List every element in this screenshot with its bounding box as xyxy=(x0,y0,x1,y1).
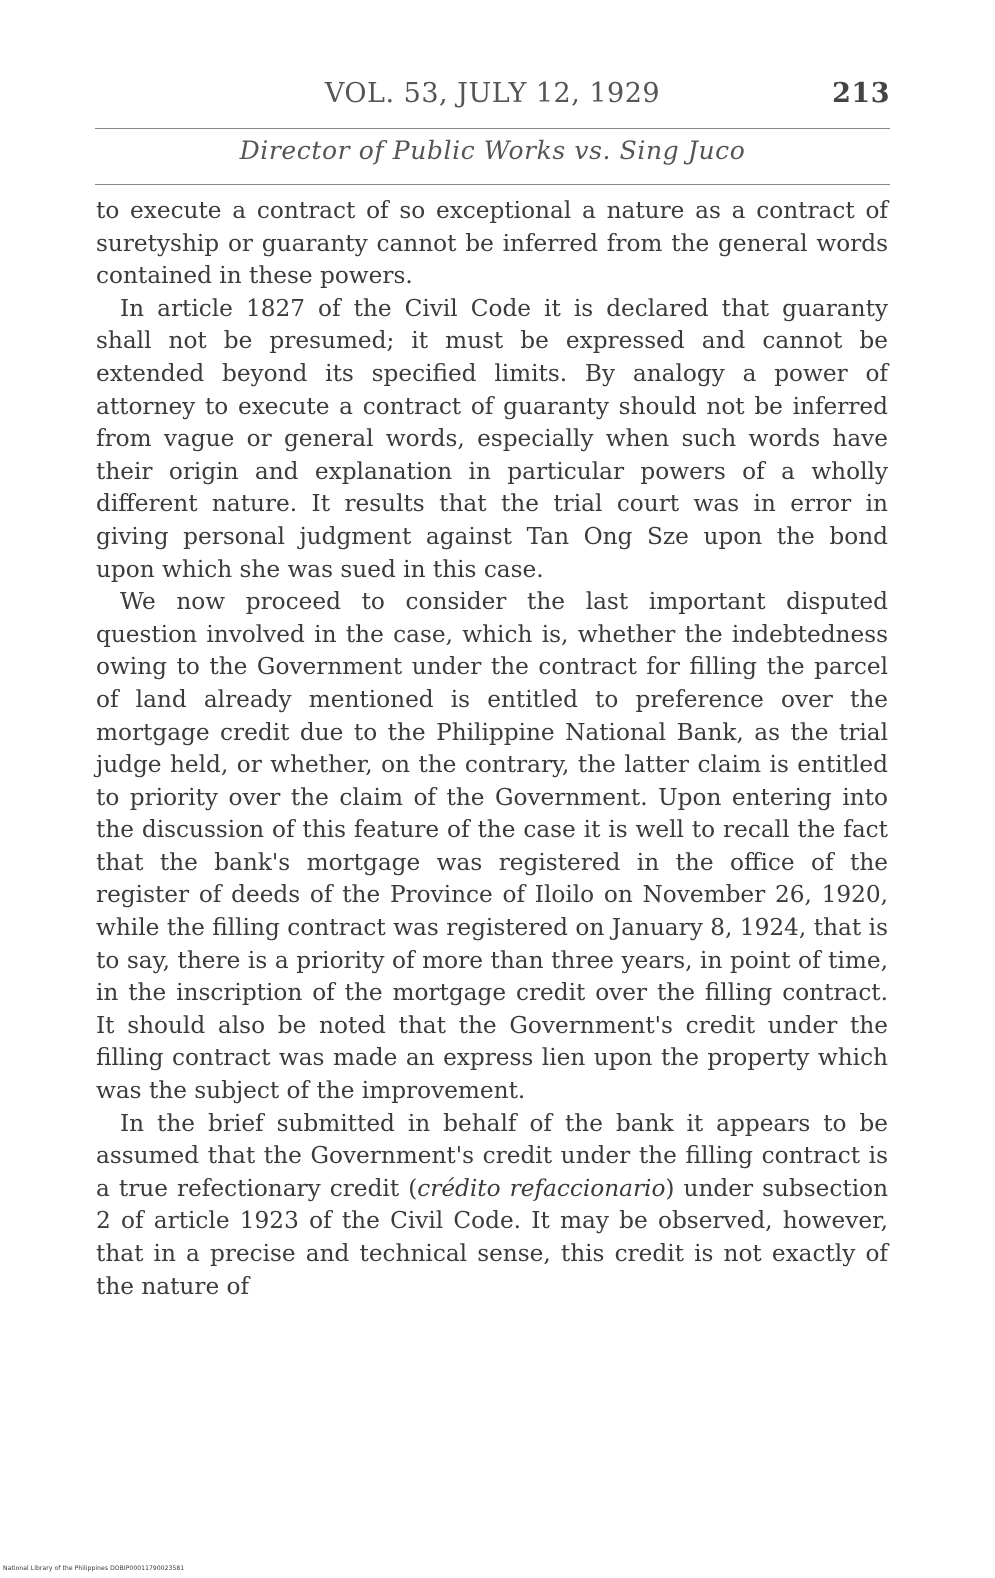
header-rule-top xyxy=(95,128,890,129)
refectionary-italic-term: crédito refaccionario xyxy=(417,1174,666,1202)
case-caption: Director of Public Works vs. Sing Juco xyxy=(239,136,746,165)
page-number: 213 xyxy=(832,78,890,109)
running-head xyxy=(95,78,890,109)
header-rule-bottom xyxy=(95,184,890,185)
running-head-text: VOL. 53, JULY 12, 1929 xyxy=(324,78,661,109)
paragraph-preference: We now proceed to consider the last important disputed question involved in the case, which is, whether the indebtedness owing to the Government under the contract for filling the parcel of land already mentioned is entitled to preference over the mortgage credit due to the Philippine National Bank, as the trial judge held, or whether, on the contrary, the latter claim is entitled to priority over the claim of the Government. Upon entering into the discussion of this feature of the case it is well to recall the fact that the bank's mortgage was registered in the office of the register of deeds of the Province of Iloilo on November 26, 1920, while the filling contract was registered on January 8, 1924, that is to say, there is a priority of more than three years, in point of time, in the inscription of the mortgage credit over the filling contract. It should also be noted that the Government's credit under the filling contract was made an express lien upon the property which was the subject of the improvement. xyxy=(96,588,888,1105)
paragraph-refectionary xyxy=(96,1108,888,1304)
body-text xyxy=(96,195,888,1303)
paragraph-continuation: to execute a contract of so exceptional a nature as a contract of suretyship or guaranty cannot be inferred from the general words contained in these powers. xyxy=(96,197,888,290)
refectionary-text-after: ) under subsection 2 of article 1923 of the Civil Code. It may be observed, however, that in a precise and technical sense, this credit is not exactly of the nature of xyxy=(96,1174,889,1300)
footer-credit: National Library of the Philippines DOBIP00011790023581 xyxy=(3,1565,185,1572)
paragraph-guaranty: In article 1827 of the Civil Code it is declared that guaranty shall not be presumed; it must be expressed and cannot be extended beyond its specified limits. By analogy a power of attorney to execute a contract of guaranty should not be inferred from vague or general words, especially when such words have their origin and explanation in particular powers of a wholly different nature. It results that the trial court was in error in giving personal judgment against Tan Ong Sze upon the bond upon which she was sued in this case. xyxy=(96,294,888,583)
refectionary-text-before: In the brief submitted in behalf of the bank it appears to be assumed that the Government's credit under the filling contract is a true refectionary credit ( xyxy=(96,1109,888,1202)
